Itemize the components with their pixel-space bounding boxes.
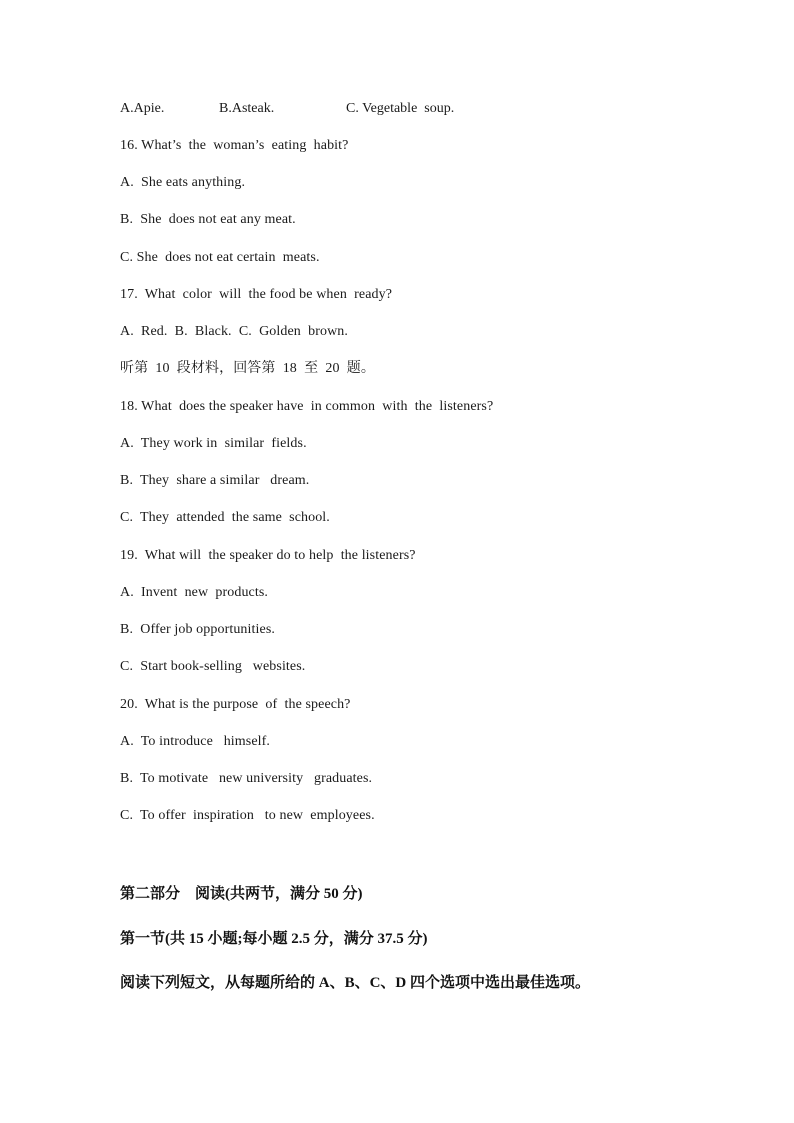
question-19: 19. What will the speaker do to help the listeners? — [120, 548, 416, 563]
reading-instruction: 阅读下列短文，从每题所给的 A、B、C、D 四个选项中选出最佳选项。 — [120, 975, 591, 991]
question-19-option-b: B. Offer job opportunities. — [120, 622, 275, 637]
question-20-option-b: B. To motivate new university graduates. — [120, 771, 373, 786]
question-17-options: A. Red. B. Black. C. Golden brown. — [120, 324, 348, 339]
option-b: B.Asteak. — [219, 101, 275, 116]
question-17: 17. What color will the food be when ready? — [120, 287, 393, 302]
option-c: C. Vegetable soup. — [346, 101, 455, 116]
question-20-option-c: C. To offer inspiration to new employees. — [120, 808, 375, 823]
option-a: A.Apie. — [120, 101, 165, 116]
listening-instruction: 听第 10 段材料，回答第 18 至 20 题。 — [120, 361, 375, 376]
question-20-option-a: A. To introduce himself. — [120, 734, 270, 749]
question-18-option-b: B. They share a similar dream. — [120, 473, 310, 488]
question-18: 18. What does the speaker have in common with the listeners? — [120, 399, 494, 414]
part-two-heading: 第二部分 阅读(共两节，满分 50 分) — [120, 886, 363, 902]
question-20: 20. What is the purpose of the speech? — [120, 697, 351, 712]
question-19-option-c: C. Start book-selling websites. — [120, 659, 306, 674]
question-19-option-a: A. Invent new products. — [120, 585, 269, 600]
question-16: 16. What’s the woman’s eating habit? — [120, 138, 349, 153]
section-one-heading: 第一节(共 15 小题;每小题 2.5 分，满分 37.5 分) — [120, 931, 428, 947]
question-16-option-c: C. She does not eat certain meats. — [120, 250, 320, 265]
question-16-option-b: B. She does not eat any meat. — [120, 212, 296, 227]
question-16-option-a: A. She eats anything. — [120, 175, 246, 190]
question-18-option-c: C. They attended the same school. — [120, 510, 330, 525]
question-18-option-a: A. They work in similar fields. — [120, 436, 307, 451]
